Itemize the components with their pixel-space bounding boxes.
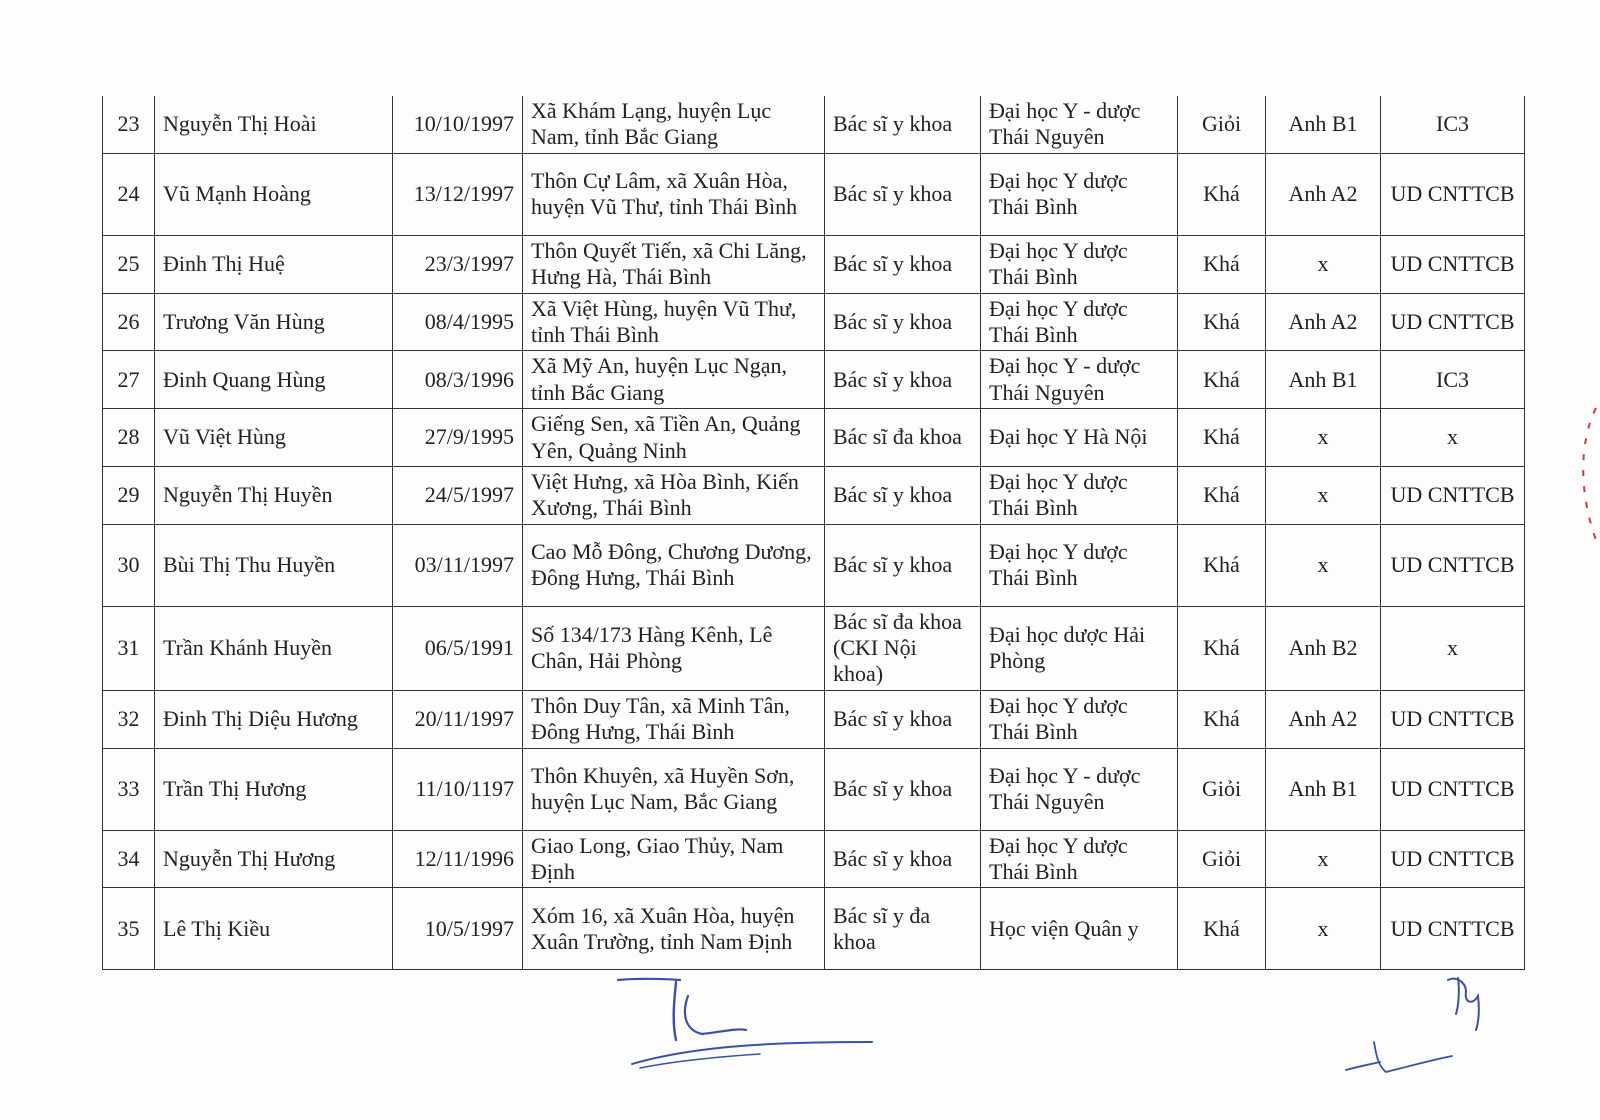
school-cell: Đại học Y - dược Thái Nguyên bbox=[981, 351, 1178, 409]
english-cell: x bbox=[1266, 888, 1381, 970]
dob-cell: 10/10/1997 bbox=[393, 96, 523, 153]
name-cell: Nguyễn Thị Huyền bbox=[155, 466, 393, 524]
english-cell: x bbox=[1266, 524, 1381, 606]
address-cell: Việt Hưng, xã Hòa Bình, Kiến Xương, Thái Bình bbox=[523, 466, 825, 524]
it-cell: UD CNTTCB bbox=[1381, 888, 1525, 970]
stt-cell: 29 bbox=[103, 466, 155, 524]
english-cell: x bbox=[1266, 830, 1381, 888]
major-cell: Bác sĩ y khoa bbox=[825, 748, 981, 830]
name-cell: Lê Thị Kiều bbox=[155, 888, 393, 970]
table-row bbox=[103, 235, 1525, 293]
english-cell: x bbox=[1266, 409, 1381, 467]
stt-cell: 23 bbox=[103, 96, 155, 153]
stt-cell: 28 bbox=[103, 409, 155, 467]
dob-cell: 23/3/1997 bbox=[393, 235, 523, 293]
it-cell: UD CNTTCB bbox=[1381, 524, 1525, 606]
stt-cell: 33 bbox=[103, 748, 155, 830]
major-cell: Bác sĩ y khoa bbox=[825, 466, 981, 524]
candidate-table bbox=[102, 96, 1525, 970]
english-cell: x bbox=[1266, 466, 1381, 524]
school-cell: Đại học Y dược Thái Bình bbox=[981, 466, 1178, 524]
name-cell: Đinh Thị Huệ bbox=[155, 235, 393, 293]
dob-cell: 08/3/1996 bbox=[393, 351, 523, 409]
table-row bbox=[103, 351, 1525, 409]
rank-cell: Giỏi bbox=[1178, 748, 1266, 830]
major-cell: Bác sĩ y khoa bbox=[825, 690, 981, 748]
it-cell: UD CNTTCB bbox=[1381, 830, 1525, 888]
stt-cell: 24 bbox=[103, 153, 155, 235]
english-cell: Anh B1 bbox=[1266, 748, 1381, 830]
stamp-edge bbox=[1566, 400, 1600, 550]
it-cell: UD CNTTCB bbox=[1381, 235, 1525, 293]
school-cell: Đại học dược Hải Phòng bbox=[981, 606, 1178, 690]
rank-cell: Khá bbox=[1178, 466, 1266, 524]
address-cell: Giếng Sen, xã Tiền An, Quảng Yên, Quảng Ninh bbox=[523, 409, 825, 467]
it-cell: UD CNTTCB bbox=[1381, 153, 1525, 235]
address-cell: Giao Long, Giao Thủy, Nam Định bbox=[523, 830, 825, 888]
rank-cell: Giỏi bbox=[1178, 96, 1266, 153]
stt-cell: 31 bbox=[103, 606, 155, 690]
dob-cell: 12/11/1996 bbox=[393, 830, 523, 888]
name-cell: Trần Thị Hương bbox=[155, 748, 393, 830]
candidate-table-body bbox=[103, 96, 1525, 970]
school-cell: Đại học Y dược Thái Bình bbox=[981, 293, 1178, 351]
dob-cell: 11/10/1197 bbox=[393, 748, 523, 830]
dob-cell: 03/11/1997 bbox=[393, 524, 523, 606]
signature-left bbox=[610, 972, 900, 1082]
rank-cell: Khá bbox=[1178, 524, 1266, 606]
english-cell: Anh A2 bbox=[1266, 153, 1381, 235]
dob-cell: 27/9/1995 bbox=[393, 409, 523, 467]
school-cell: Đại học Y dược Thái Bình bbox=[981, 524, 1178, 606]
stt-cell: 25 bbox=[103, 235, 155, 293]
english-cell: Anh B1 bbox=[1266, 351, 1381, 409]
table-row bbox=[103, 153, 1525, 235]
english-cell: x bbox=[1266, 235, 1381, 293]
dob-cell: 24/5/1997 bbox=[393, 466, 523, 524]
address-cell: Thôn Quyết Tiến, xã Chi Lăng, Hưng Hà, Thái Bình bbox=[523, 235, 825, 293]
name-cell: Bùi Thị Thu Huyền bbox=[155, 524, 393, 606]
school-cell: Học viện Quân y bbox=[981, 888, 1178, 970]
english-cell: Anh B1 bbox=[1266, 96, 1381, 153]
name-cell: Nguyễn Thị Hương bbox=[155, 830, 393, 888]
table-row bbox=[103, 830, 1525, 888]
it-cell: UD CNTTCB bbox=[1381, 293, 1525, 351]
it-cell: IC3 bbox=[1381, 96, 1525, 153]
stt-cell: 35 bbox=[103, 888, 155, 970]
dob-cell: 13/12/1997 bbox=[393, 153, 523, 235]
it-cell: UD CNTTCB bbox=[1381, 466, 1525, 524]
major-cell: Bác sĩ y khoa bbox=[825, 235, 981, 293]
school-cell: Đại học Y dược Thái Bình bbox=[981, 235, 1178, 293]
major-cell: Bác sĩ y khoa bbox=[825, 293, 981, 351]
table-row bbox=[103, 748, 1525, 830]
school-cell: Đại học Y dược Thái Bình bbox=[981, 690, 1178, 748]
major-cell: Bác sĩ y khoa bbox=[825, 351, 981, 409]
dob-cell: 06/5/1991 bbox=[393, 606, 523, 690]
school-cell: Đại học Y Hà Nội bbox=[981, 409, 1178, 467]
school-cell: Đại học Y - dược Thái Nguyên bbox=[981, 748, 1178, 830]
address-cell: Xã Mỹ An, huyện Lục Ngạn, tỉnh Bắc Giang bbox=[523, 351, 825, 409]
dob-cell: 10/5/1997 bbox=[393, 888, 523, 970]
rank-cell: Khá bbox=[1178, 606, 1266, 690]
table-row bbox=[103, 409, 1525, 467]
major-cell: Bác sĩ y khoa bbox=[825, 153, 981, 235]
english-cell: Anh A2 bbox=[1266, 293, 1381, 351]
rank-cell: Khá bbox=[1178, 235, 1266, 293]
name-cell: Đinh Quang Hùng bbox=[155, 351, 393, 409]
name-cell: Nguyễn Thị Hoài bbox=[155, 96, 393, 153]
name-cell: Vũ Việt Hùng bbox=[155, 409, 393, 467]
name-cell: Đinh Thị Diệu Hương bbox=[155, 690, 393, 748]
table-row bbox=[103, 690, 1525, 748]
it-cell: x bbox=[1381, 409, 1525, 467]
major-cell: Bác sĩ đa khoa bbox=[825, 409, 981, 467]
rank-cell: Khá bbox=[1178, 153, 1266, 235]
rank-cell: Khá bbox=[1178, 690, 1266, 748]
dob-cell: 20/11/1997 bbox=[393, 690, 523, 748]
stt-cell: 32 bbox=[103, 690, 155, 748]
address-cell: Cao Mỗ Đông, Chương Dương, Đông Hưng, Thái Bình bbox=[523, 524, 825, 606]
it-cell: UD CNTTCB bbox=[1381, 748, 1525, 830]
it-cell: IC3 bbox=[1381, 351, 1525, 409]
name-cell: Vũ Mạnh Hoàng bbox=[155, 153, 393, 235]
rank-cell: Khá bbox=[1178, 409, 1266, 467]
school-cell: Đại học Y dược Thái Bình bbox=[981, 153, 1178, 235]
table-row bbox=[103, 466, 1525, 524]
it-cell: UD CNTTCB bbox=[1381, 690, 1525, 748]
major-cell: Bác sĩ y đa khoa bbox=[825, 888, 981, 970]
address-cell: Xã Việt Hùng, huyện Vũ Thư, tỉnh Thái Bình bbox=[523, 293, 825, 351]
stt-cell: 30 bbox=[103, 524, 155, 606]
dob-cell: 08/4/1995 bbox=[393, 293, 523, 351]
rank-cell: Khá bbox=[1178, 293, 1266, 351]
stt-cell: 27 bbox=[103, 351, 155, 409]
address-cell: Xã Khám Lạng, huyện Lục Nam, tỉnh Bắc Giang bbox=[523, 96, 825, 153]
major-cell: Bác sĩ y khoa bbox=[825, 96, 981, 153]
address-cell: Thôn Cự Lâm, xã Xuân Hòa, huyện Vũ Thư, tỉnh Thái Bình bbox=[523, 153, 825, 235]
address-cell: Thôn Duy Tân, xã Minh Tân, Đông Hưng, Thái Bình bbox=[523, 690, 825, 748]
address-cell: Thôn Khuyên, xã Huyền Sơn, huyện Lục Nam, Bắc Giang bbox=[523, 748, 825, 830]
table-row bbox=[103, 293, 1525, 351]
table-row bbox=[103, 606, 1525, 690]
rank-cell: Khá bbox=[1178, 351, 1266, 409]
english-cell: Anh A2 bbox=[1266, 690, 1381, 748]
rank-cell: Giỏi bbox=[1178, 830, 1266, 888]
it-cell: x bbox=[1381, 606, 1525, 690]
table-row bbox=[103, 524, 1525, 606]
name-cell: Trương Văn Hùng bbox=[155, 293, 393, 351]
english-cell: Anh B2 bbox=[1266, 606, 1381, 690]
table-row bbox=[103, 888, 1525, 970]
major-cell: Bác sĩ y khoa bbox=[825, 524, 981, 606]
school-cell: Đại học Y - dược Thái Nguyên bbox=[981, 96, 1178, 153]
rank-cell: Khá bbox=[1178, 888, 1266, 970]
major-cell: Bác sĩ y khoa bbox=[825, 830, 981, 888]
stt-cell: 34 bbox=[103, 830, 155, 888]
name-cell: Trần Khánh Huyền bbox=[155, 606, 393, 690]
stt-cell: 26 bbox=[103, 293, 155, 351]
table-row bbox=[103, 96, 1525, 153]
major-cell: Bác sĩ đa khoa (CKI Nội khoa) bbox=[825, 606, 981, 690]
school-cell: Đại học Y dược Thái Bình bbox=[981, 830, 1178, 888]
address-cell: Xóm 16, xã Xuân Hòa, huyện Xuân Trường, tỉnh Nam Định bbox=[523, 888, 825, 970]
signature-right bbox=[1340, 962, 1500, 1092]
address-cell: Số 134/173 Hàng Kênh, Lê Chân, Hải Phòng bbox=[523, 606, 825, 690]
